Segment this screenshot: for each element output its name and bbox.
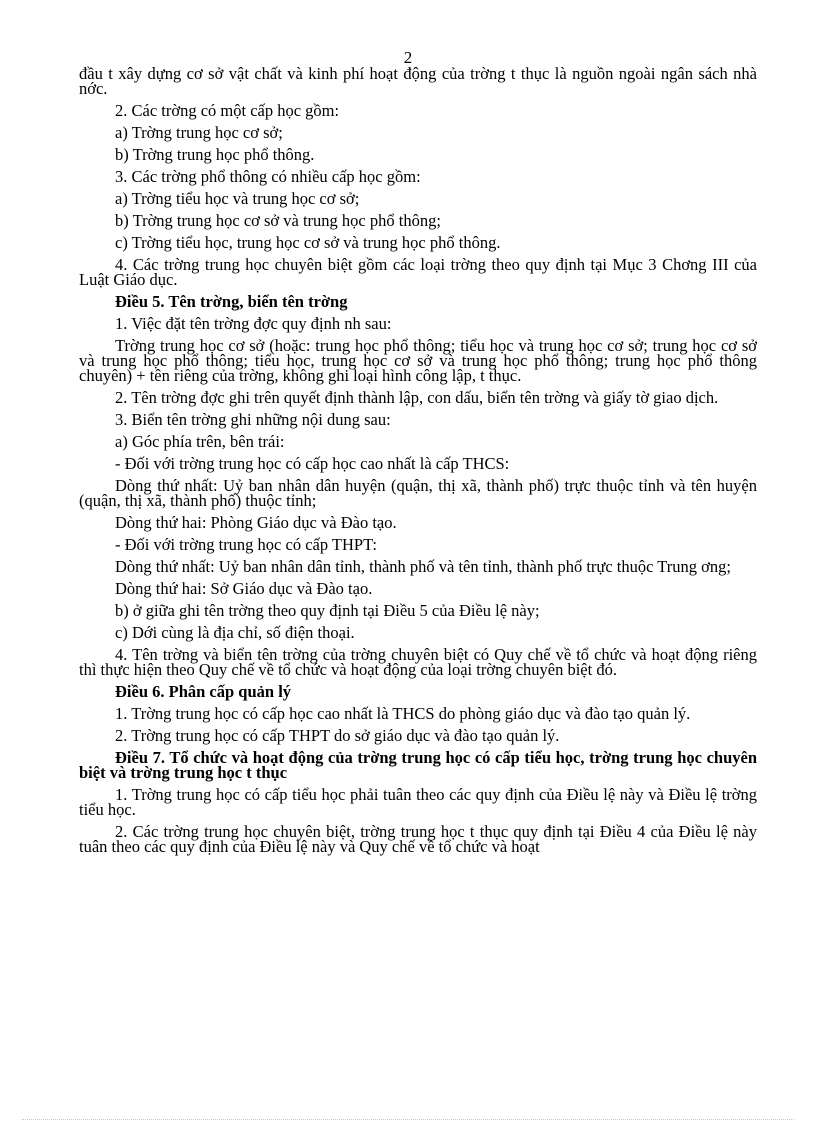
list-item: b) Trờng trung học cơ sở và trung học phổ thông; bbox=[115, 211, 441, 230]
article-heading-6: Điều 6. Phân cấp quản lý bbox=[115, 682, 292, 701]
list-item: - Đối với trờng trung học có cấp học cao nhất là cấp THCS: bbox=[115, 454, 510, 473]
article-heading-5: Điều 5. Tên trờng, biển tên trờng bbox=[115, 292, 348, 311]
page-number: 2 bbox=[403, 48, 413, 67]
paragraph: 2. Các trờng trung học chuyên biệt, trờng trung học t thục quy định tại Điều 4 của Điều lệ này tuân theo các quy định của Điều lệ này và Quy chế về tổ chức và hoạt bbox=[79, 822, 757, 856]
paragraph: Dòng thứ nhất: Uỷ ban nhân dân tỉnh, thành phố và tên tỉnh, thành phố trực thuộc Trung ơng; bbox=[115, 557, 731, 576]
list-item: - Đối với trờng trung học có cấp THPT: bbox=[115, 535, 377, 554]
paragraph: 4. Các trờng trung học chuyên biệt gồm các loại trờng theo quy định tại Mục 3 Chơng III của Luật Giáo dục. bbox=[79, 255, 757, 289]
paragraph: Dòng thứ hai: Sở Giáo dục và Đào tạo. bbox=[115, 579, 373, 598]
paragraph: đầu t xây dựng cơ sở vật chất và kinh phí hoạt động của trờng t thục là nguồn ngoài ngân sách nhà nớc. bbox=[79, 64, 757, 98]
paragraph: Trờng trung học cơ sở (hoặc: trung học phổ thông; tiểu học và trung học cơ sở; trung học cơ sở và trung học phổ thông; tiểu học, trung học cơ sở và trung học phổ thông; trung học phổ thông chuyên) + tên riêng của trờng, không ghi loại hình công lập, t thục. bbox=[79, 336, 757, 385]
document-body bbox=[79, 66, 757, 861]
list-item: a) Góc phía trên, bên trái: bbox=[115, 432, 285, 451]
list-item: b) ở giữa ghi tên trờng theo quy định tại Điều 5 của Điều lệ này; bbox=[115, 601, 540, 620]
paragraph: 4. Tên trờng và biển tên trờng của trờng chuyên biệt có Quy chế về tổ chức và hoạt động riêng thì thực hiện theo Quy chế về tổ chức và hoạt động của loại trờng chuyên biệt đó. bbox=[79, 645, 757, 679]
article-heading-7: Điều 7. Tổ chức và hoạt động của trờng trung học có cấp tiểu học, trờng trung học chuyên biệt và trờng trung học t thục bbox=[79, 748, 757, 782]
paragraph: 2. Trờng trung học có cấp THPT do sở giáo dục và đào tạo quản lý. bbox=[115, 726, 560, 745]
page-bottom-rule bbox=[22, 1119, 794, 1120]
paragraph: 3. Các trờng phổ thông có nhiều cấp học gồm: bbox=[115, 167, 421, 186]
paragraph: Dòng thứ hai: Phòng Giáo dục và Đào tạo. bbox=[115, 513, 397, 532]
paragraph: 2. Các trờng có một cấp học gồm: bbox=[115, 101, 340, 120]
paragraph: 3. Biển tên trờng ghi những nội dung sau: bbox=[115, 410, 391, 429]
paragraph: 1. Trờng trung học có cấp học cao nhất là THCS do phòng giáo dục và đào tạo quản lý. bbox=[115, 704, 691, 723]
paragraph: 1. Trờng trung học có cấp tiểu học phải tuân theo các quy định của Điều lệ này và Điều lệ trờng tiểu học. bbox=[79, 785, 757, 819]
list-item: b) Trờng trung học phổ thông. bbox=[115, 145, 315, 164]
list-item: c) Trờng tiểu học, trung học cơ sở và trung học phổ thông. bbox=[115, 233, 501, 252]
list-item: c) Dới cùng là địa chỉ, số điện thoại. bbox=[115, 623, 355, 642]
paragraph: 2. Tên trờng đợc ghi trên quyết định thành lập, con dấu, biển tên trờng và giấy tờ giao dịch. bbox=[115, 388, 719, 407]
paragraph: Dòng thứ nhất: Uỷ ban nhân dân huyện (quận, thị xã, thành phố) trực thuộc tỉnh và tên huyện (quận, thị xã, thành phố) thuộc tỉnh; bbox=[79, 476, 757, 510]
paragraph: 1. Việc đặt tên trờng đợc quy định nh sau: bbox=[115, 314, 392, 333]
list-item: a) Trờng tiểu học và trung học cơ sở; bbox=[115, 189, 360, 208]
list-item: a) Trờng trung học cơ sở; bbox=[115, 123, 283, 142]
